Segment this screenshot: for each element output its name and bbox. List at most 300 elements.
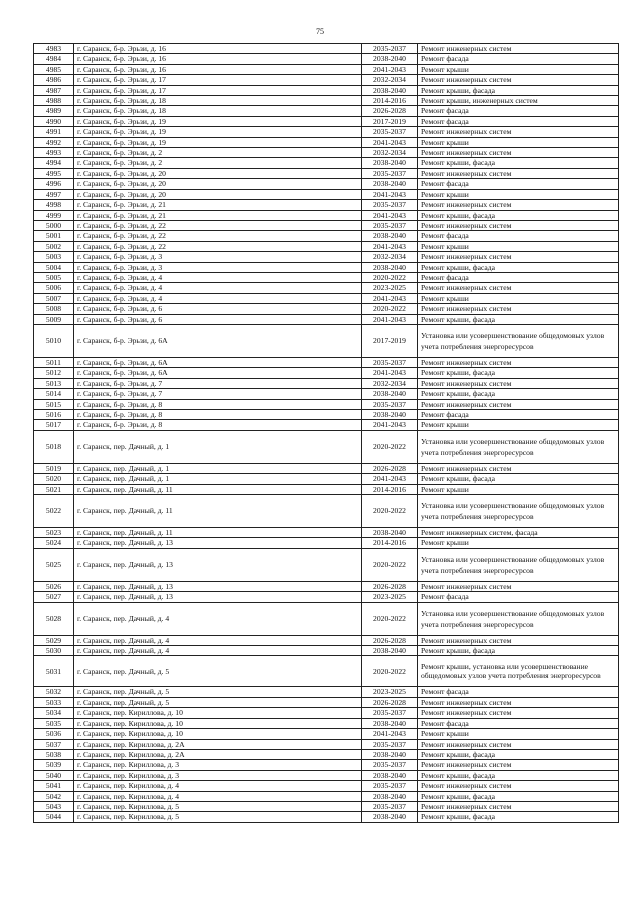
row-number: 5015 <box>34 399 74 409</box>
row-number: 4985 <box>34 64 74 74</box>
row-address: г. Саранск, пер. Кириллова, д. 2А <box>74 749 362 759</box>
row-address: г. Саранск, б-р. Эрьзи, д. 4 <box>74 272 362 282</box>
row-number: 5012 <box>34 368 74 378</box>
table-row <box>34 602 619 635</box>
row-address: г. Саранск, б-р. Эрьзи, д. 19 <box>74 116 362 126</box>
table-row <box>34 210 619 220</box>
table-row <box>34 283 619 293</box>
row-work-type: Ремонт крыши <box>418 293 619 303</box>
row-address: г. Саранск, пер. Дачный, д. 11 <box>74 528 362 538</box>
row-work-type: Ремонт инженерных систем <box>418 635 619 645</box>
row-address: г. Саранск, б-р. Эрьзи, д. 6А <box>74 357 362 367</box>
row-work-type: Ремонт крыши, фасада <box>418 158 619 168</box>
row-period: 2035-2037 <box>362 220 418 230</box>
row-address: г. Саранск, пер. Дачный, д. 1 <box>74 463 362 473</box>
row-address: г. Саранск, пер. Дачный, д. 5 <box>74 687 362 697</box>
row-period: 2041-2043 <box>362 474 418 484</box>
row-number: 5032 <box>34 687 74 697</box>
row-period: 2035-2037 <box>362 200 418 210</box>
row-work-type: Ремонт инженерных систем <box>418 148 619 158</box>
row-period: 2038-2040 <box>362 770 418 780</box>
row-period: 2026-2028 <box>362 106 418 116</box>
row-period: 2035-2037 <box>362 399 418 409</box>
table-row <box>34 304 619 314</box>
row-work-type: Ремонт фасада <box>418 231 619 241</box>
row-work-type: Ремонт крыши, фасада <box>418 812 619 822</box>
row-number: 5003 <box>34 252 74 262</box>
row-work-type: Ремонт инженерных систем <box>418 760 619 770</box>
row-address: г. Саранск, б-р. Эрьзи, д. 3 <box>74 252 362 262</box>
table-row <box>34 718 619 728</box>
row-period: 2035-2037 <box>362 708 418 718</box>
table-row <box>34 64 619 74</box>
table-row <box>34 635 619 645</box>
row-period: 2032-2034 <box>362 75 418 85</box>
row-number: 5019 <box>34 463 74 473</box>
table-row <box>34 106 619 116</box>
table-row <box>34 168 619 178</box>
row-period: 2026-2028 <box>362 697 418 707</box>
row-number: 5031 <box>34 656 74 687</box>
row-period: 2038-2040 <box>362 528 418 538</box>
row-period: 2038-2040 <box>362 179 418 189</box>
row-work-type: Ремонт инженерных систем, фасада <box>418 528 619 538</box>
row-address: г. Саранск, пер. Дачный, д. 13 <box>74 592 362 602</box>
row-work-type: Ремонт фасада <box>418 718 619 728</box>
row-period: 2023-2025 <box>362 687 418 697</box>
row-work-type: Ремонт инженерных систем <box>418 697 619 707</box>
row-address: г. Саранск, б-р. Эрьзи, д. 21 <box>74 200 362 210</box>
row-period: 2038-2040 <box>362 718 418 728</box>
table-row <box>34 687 619 697</box>
row-address: г. Саранск, б-р. Эрьзи, д. 17 <box>74 85 362 95</box>
row-period: 2038-2040 <box>362 389 418 399</box>
row-address: г. Саранск, б-р. Эрьзи, д. 2 <box>74 148 362 158</box>
table-row <box>34 127 619 137</box>
row-number: 4986 <box>34 75 74 85</box>
row-address: г. Саранск, пер. Дачный, д. 5 <box>74 697 362 707</box>
table-row <box>34 729 619 739</box>
row-work-type: Ремонт крыши, фасада <box>418 646 619 656</box>
row-number: 5043 <box>34 801 74 811</box>
row-address: г. Саранск, б-р. Эрьзи, д. 6 <box>74 314 362 324</box>
row-address: г. Саранск, б-р. Эрьзи, д. 20 <box>74 189 362 199</box>
row-address: г. Саранск, пер. Дачный, д. 13 <box>74 581 362 591</box>
row-number: 5029 <box>34 635 74 645</box>
row-number: 5007 <box>34 293 74 303</box>
row-work-type: Ремонт крыши, фасада <box>418 389 619 399</box>
page-number: 75 <box>316 27 324 36</box>
row-work-type: Ремонт инженерных систем <box>418 739 619 749</box>
row-number: 5025 <box>34 548 74 581</box>
table-row <box>34 378 619 388</box>
row-number: 4983 <box>34 44 74 54</box>
row-work-type: Ремонт крыши <box>418 241 619 251</box>
row-period: 2014-2016 <box>362 484 418 494</box>
table-row <box>34 770 619 780</box>
row-work-type: Ремонт крыши, фасада <box>418 749 619 759</box>
row-period: 2032-2034 <box>362 378 418 388</box>
table-row <box>34 137 619 147</box>
row-address: г. Саранск, б-р. Эрьзи, д. 22 <box>74 241 362 251</box>
row-work-type: Установка или усовершенствование общедомовых узлов учета потребления энергоресурсов <box>418 548 619 581</box>
row-work-type: Ремонт инженерных систем <box>418 220 619 230</box>
table-row <box>34 463 619 473</box>
row-number: 5001 <box>34 231 74 241</box>
row-work-type: Ремонт инженерных систем <box>418 75 619 85</box>
table-body <box>34 44 619 823</box>
row-address: г. Саранск, б-р. Эрьзи, д. 6А <box>74 324 362 357</box>
row-period: 2017-2019 <box>362 116 418 126</box>
row-address: г. Саранск, б-р. Эрьзи, д. 19 <box>74 127 362 137</box>
row-period: 2038-2040 <box>362 158 418 168</box>
table-row <box>34 474 619 484</box>
row-period: 2026-2028 <box>362 635 418 645</box>
row-address: г. Саранск, б-р. Эрьзи, д. 20 <box>74 168 362 178</box>
row-work-type: Ремонт крыши, фасада <box>418 770 619 780</box>
row-period: 2041-2043 <box>362 189 418 199</box>
row-number: 5024 <box>34 538 74 548</box>
row-period: 2038-2040 <box>362 231 418 241</box>
row-number: 4995 <box>34 168 74 178</box>
row-period: 2026-2028 <box>362 463 418 473</box>
row-period: 2038-2040 <box>362 262 418 272</box>
table-row <box>34 54 619 64</box>
table-row <box>34 357 619 367</box>
row-number: 4998 <box>34 200 74 210</box>
row-number: 5034 <box>34 708 74 718</box>
row-work-type: Ремонт фасада <box>418 272 619 282</box>
row-address: г. Саранск, б-р. Эрьзи, д. 21 <box>74 210 362 220</box>
row-address: г. Саранск, пер. Дачный, д. 5 <box>74 656 362 687</box>
row-period: 2035-2037 <box>362 168 418 178</box>
table-row <box>34 241 619 251</box>
row-address: г. Саранск, б-р. Эрьзи, д. 16 <box>74 54 362 64</box>
row-number: 5026 <box>34 581 74 591</box>
row-work-type: Ремонт крыши, установка или усовершенствование общедомовых узлов учета потребления энергоресурсов <box>418 656 619 687</box>
row-number: 4987 <box>34 85 74 95</box>
row-period: 2020-2022 <box>362 304 418 314</box>
row-number: 5011 <box>34 357 74 367</box>
row-work-type: Ремонт крыши <box>418 484 619 494</box>
row-work-type: Ремонт крыши, фасада <box>418 474 619 484</box>
table-row <box>34 420 619 430</box>
row-address: г. Саранск, пер. Кириллова, д. 3 <box>74 770 362 780</box>
table-row <box>34 801 619 811</box>
row-work-type: Ремонт фасада <box>418 106 619 116</box>
table-row <box>34 781 619 791</box>
row-period: 2020-2022 <box>362 548 418 581</box>
row-work-type: Ремонт инженерных систем <box>418 252 619 262</box>
row-number: 4999 <box>34 210 74 220</box>
row-address: г. Саранск, б-р. Эрьзи, д. 18 <box>74 106 362 116</box>
table-row <box>34 148 619 158</box>
row-address: г. Саранск, пер. Кириллова, д. 10 <box>74 708 362 718</box>
row-work-type: Ремонт крыши, фасада <box>418 791 619 801</box>
row-address: г. Саранск, пер. Дачный, д. 11 <box>74 484 362 494</box>
table-row <box>34 85 619 95</box>
row-work-type: Ремонт фасада <box>418 179 619 189</box>
row-work-type: Ремонт крыши, фасада <box>418 210 619 220</box>
row-address: г. Саранск, пер. Дачный, д. 1 <box>74 430 362 463</box>
row-number: 4993 <box>34 148 74 158</box>
row-period: 2014-2016 <box>362 538 418 548</box>
row-address: г. Саранск, пер. Кириллова, д. 3 <box>74 760 362 770</box>
row-period: 2035-2037 <box>362 801 418 811</box>
row-period: 2020-2022 <box>362 272 418 282</box>
row-address: г. Саранск, пер. Дачный, д. 4 <box>74 635 362 645</box>
row-period: 2035-2037 <box>362 44 418 54</box>
row-address: г. Саранск, б-р. Эрьзи, д. 3 <box>74 262 362 272</box>
row-work-type: Ремонт крыши <box>418 420 619 430</box>
table-row <box>34 179 619 189</box>
row-number: 5037 <box>34 739 74 749</box>
row-address: г. Саранск, б-р. Эрьзи, д. 8 <box>74 410 362 420</box>
row-work-type: Ремонт инженерных систем <box>418 200 619 210</box>
table-row <box>34 791 619 801</box>
row-period: 2035-2037 <box>362 739 418 749</box>
row-work-type: Ремонт крыши <box>418 538 619 548</box>
row-address: г. Саранск, б-р. Эрьзи, д. 6 <box>74 304 362 314</box>
row-address: г. Саранск, пер. Кириллова, д. 4 <box>74 791 362 801</box>
row-work-type: Ремонт фасада <box>418 592 619 602</box>
row-period: 2017-2019 <box>362 324 418 357</box>
row-address: г. Саранск, б-р. Эрьзи, д. 20 <box>74 179 362 189</box>
row-period: 2041-2043 <box>362 64 418 74</box>
row-address: г. Саранск, пер. Дачный, д. 4 <box>74 646 362 656</box>
row-number: 5016 <box>34 410 74 420</box>
row-number: 4989 <box>34 106 74 116</box>
row-work-type: Ремонт крыши <box>418 729 619 739</box>
row-number: 5021 <box>34 484 74 494</box>
row-number: 5005 <box>34 272 74 282</box>
row-period: 2038-2040 <box>362 54 418 64</box>
row-period: 2038-2040 <box>362 646 418 656</box>
row-work-type: Ремонт крыши, фасада <box>418 262 619 272</box>
row-work-type: Ремонт крыши, фасада <box>418 368 619 378</box>
row-period: 2023-2025 <box>362 592 418 602</box>
table-row <box>34 314 619 324</box>
row-period: 2014-2016 <box>362 96 418 106</box>
row-number: 5017 <box>34 420 74 430</box>
row-address: г. Саранск, б-р. Эрьзи, д. 16 <box>74 64 362 74</box>
row-number: 4992 <box>34 137 74 147</box>
table-row <box>34 252 619 262</box>
row-work-type: Установка или усовершенствование общедомовых узлов учета потребления энергоресурсов <box>418 495 619 528</box>
table-row <box>34 262 619 272</box>
row-period: 2035-2037 <box>362 760 418 770</box>
table-row <box>34 708 619 718</box>
row-number: 5008 <box>34 304 74 314</box>
row-address: г. Саранск, б-р. Эрьзи, д. 7 <box>74 378 362 388</box>
table-row <box>34 75 619 85</box>
row-number: 5018 <box>34 430 74 463</box>
row-address: г. Саранск, пер. Кириллова, д. 2А <box>74 739 362 749</box>
row-number: 4996 <box>34 179 74 189</box>
row-period: 2038-2040 <box>362 85 418 95</box>
row-period: 2035-2037 <box>362 781 418 791</box>
row-number: 5000 <box>34 220 74 230</box>
row-address: г. Саранск, пер. Дачный, д. 13 <box>74 548 362 581</box>
row-work-type: Ремонт крыши <box>418 137 619 147</box>
table-row <box>34 697 619 707</box>
row-work-type: Ремонт крыши, фасада <box>418 85 619 95</box>
row-address: г. Саранск, пер. Дачный, д. 4 <box>74 602 362 635</box>
table-row <box>34 812 619 822</box>
row-period: 2020-2022 <box>362 656 418 687</box>
row-period: 2020-2022 <box>362 430 418 463</box>
row-number: 4997 <box>34 189 74 199</box>
table-row <box>34 430 619 463</box>
row-period: 2038-2040 <box>362 791 418 801</box>
row-number: 5039 <box>34 760 74 770</box>
row-address: г. Саранск, б-р. Эрьзи, д. 19 <box>74 137 362 147</box>
table-row <box>34 368 619 378</box>
row-address: г. Саранск, б-р. Эрьзи, д. 22 <box>74 220 362 230</box>
row-number: 5027 <box>34 592 74 602</box>
table-row <box>34 592 619 602</box>
table-row <box>34 158 619 168</box>
row-work-type: Ремонт крыши, фасада <box>418 314 619 324</box>
table-row <box>34 484 619 494</box>
row-period: 2041-2043 <box>362 729 418 739</box>
row-address: г. Саранск, б-р. Эрьзи, д. 8 <box>74 399 362 409</box>
row-work-type: Ремонт инженерных систем <box>418 44 619 54</box>
table-row <box>34 189 619 199</box>
table-row <box>34 760 619 770</box>
row-number: 5006 <box>34 283 74 293</box>
row-period: 2032-2034 <box>362 252 418 262</box>
row-period: 2020-2022 <box>362 495 418 528</box>
row-number: 5044 <box>34 812 74 822</box>
row-work-type: Ремонт фасада <box>418 410 619 420</box>
table-row <box>34 410 619 420</box>
table-row <box>34 538 619 548</box>
table-row <box>34 231 619 241</box>
row-number: 5020 <box>34 474 74 484</box>
row-work-type: Ремонт инженерных систем <box>418 304 619 314</box>
row-address: г. Саранск, пер. Кириллова, д. 4 <box>74 781 362 791</box>
row-address: г. Саранск, пер. Дачный, д. 1 <box>74 474 362 484</box>
row-work-type: Ремонт фасада <box>418 116 619 126</box>
row-address: г. Саранск, пер. Кириллова, д. 5 <box>74 801 362 811</box>
row-number: 4994 <box>34 158 74 168</box>
table-row <box>34 749 619 759</box>
row-work-type: Ремонт инженерных систем <box>418 708 619 718</box>
row-address: г. Саранск, пер. Кириллова, д. 5 <box>74 812 362 822</box>
table-row <box>34 739 619 749</box>
row-period: 2041-2043 <box>362 210 418 220</box>
row-address: г. Саранск, пер. Дачный, д. 13 <box>74 538 362 548</box>
row-address: г. Саранск, б-р. Эрьзи, д. 6А <box>74 368 362 378</box>
row-work-type: Ремонт инженерных систем <box>418 357 619 367</box>
row-period: 2041-2043 <box>362 293 418 303</box>
row-number: 4988 <box>34 96 74 106</box>
row-number: 4990 <box>34 116 74 126</box>
row-work-type: Ремонт инженерных систем <box>418 399 619 409</box>
row-number: 5040 <box>34 770 74 780</box>
row-period: 2041-2043 <box>362 314 418 324</box>
row-address: г. Саранск, б-р. Эрьзи, д. 17 <box>74 75 362 85</box>
row-work-type: Ремонт инженерных систем <box>418 127 619 137</box>
row-work-type: Установка или усовершенствование общедомовых узлов учета потребления энергоресурсов <box>418 324 619 357</box>
row-number: 5035 <box>34 718 74 728</box>
row-number: 5009 <box>34 314 74 324</box>
row-address: г. Саранск, б-р. Эрьзи, д. 4 <box>74 283 362 293</box>
row-period: 2041-2043 <box>362 368 418 378</box>
row-work-type: Ремонт фасада <box>418 687 619 697</box>
row-period: 2035-2037 <box>362 127 418 137</box>
row-number: 5041 <box>34 781 74 791</box>
row-period: 2032-2034 <box>362 148 418 158</box>
table-row <box>34 399 619 409</box>
table-row <box>34 293 619 303</box>
table-row <box>34 272 619 282</box>
row-work-type: Ремонт инженерных систем <box>418 168 619 178</box>
row-address: г. Саранск, б-р. Эрьзи, д. 16 <box>74 44 362 54</box>
row-number: 4991 <box>34 127 74 137</box>
row-period: 2038-2040 <box>362 812 418 822</box>
row-number: 5030 <box>34 646 74 656</box>
table-row <box>34 656 619 687</box>
table-row <box>34 44 619 54</box>
table-row <box>34 200 619 210</box>
row-period: 2026-2028 <box>362 581 418 591</box>
table-row <box>34 116 619 126</box>
row-number: 5010 <box>34 324 74 357</box>
row-period: 2023-2025 <box>362 283 418 293</box>
table-row <box>34 324 619 357</box>
row-number: 4984 <box>34 54 74 64</box>
table-row <box>34 220 619 230</box>
table-row <box>34 581 619 591</box>
row-number: 5038 <box>34 749 74 759</box>
row-address: г. Саранск, б-р. Эрьзи, д. 22 <box>74 231 362 241</box>
row-period: 2038-2040 <box>362 749 418 759</box>
table-row <box>34 495 619 528</box>
row-number: 5033 <box>34 697 74 707</box>
row-work-type: Ремонт крыши <box>418 189 619 199</box>
row-address: г. Саранск, б-р. Эрьзи, д. 18 <box>74 96 362 106</box>
row-number: 5022 <box>34 495 74 528</box>
row-address: г. Саранск, б-р. Эрьзи, д. 2 <box>74 158 362 168</box>
row-address: г. Саранск, б-р. Эрьзи, д. 7 <box>74 389 362 399</box>
row-address: г. Саранск, б-р. Эрьзи, д. 8 <box>74 420 362 430</box>
table-row <box>34 389 619 399</box>
row-work-type: Ремонт крыши, инженерных систем <box>418 96 619 106</box>
row-period: 2038-2040 <box>362 410 418 420</box>
row-work-type: Ремонт инженерных систем <box>418 581 619 591</box>
row-period: 2035-2037 <box>362 357 418 367</box>
row-address: г. Саранск, пер. Кириллова, д. 10 <box>74 718 362 728</box>
row-work-type: Установка или усовершенствование общедомовых узлов учета потребления энергоресурсов <box>418 602 619 635</box>
row-period: 2041-2043 <box>362 241 418 251</box>
row-period: 2041-2043 <box>362 137 418 147</box>
row-period: 2020-2022 <box>362 602 418 635</box>
row-address: г. Саранск, б-р. Эрьзи, д. 4 <box>74 293 362 303</box>
row-work-type: Ремонт инженерных систем <box>418 781 619 791</box>
repair-schedule-table <box>33 43 619 823</box>
row-period: 2041-2043 <box>362 420 418 430</box>
row-work-type: Ремонт инженерных систем <box>418 283 619 293</box>
table-row <box>34 548 619 581</box>
table-row <box>34 96 619 106</box>
row-work-type: Ремонт инженерных систем <box>418 463 619 473</box>
row-number: 5036 <box>34 729 74 739</box>
row-address: г. Саранск, пер. Дачный, д. 11 <box>74 495 362 528</box>
row-number: 5014 <box>34 389 74 399</box>
row-number: 5023 <box>34 528 74 538</box>
